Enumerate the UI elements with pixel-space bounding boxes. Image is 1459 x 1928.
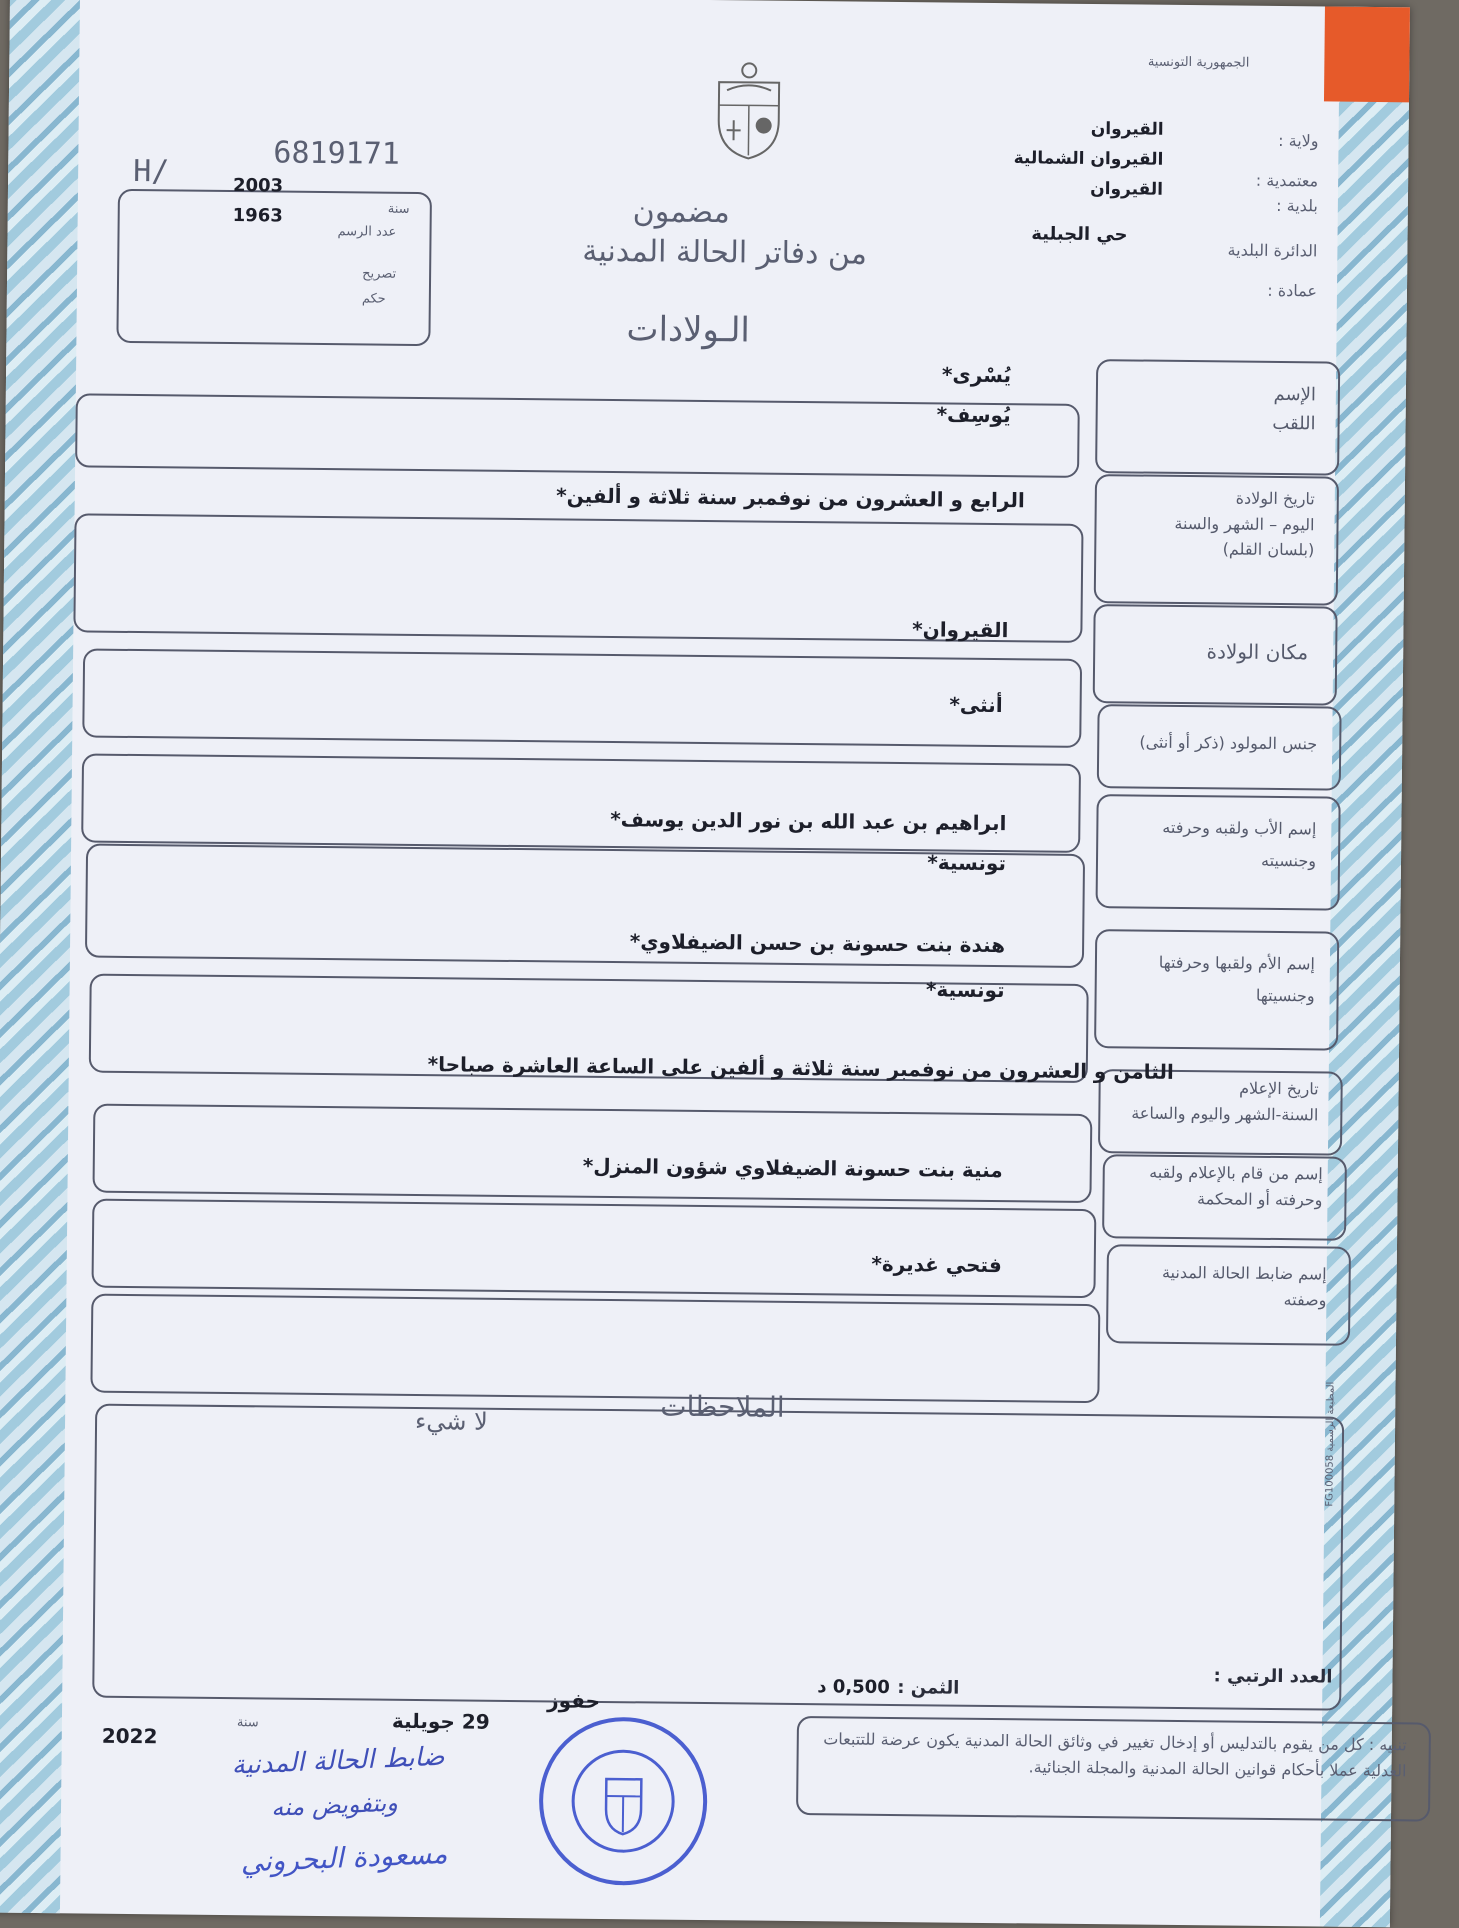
field-value-declaration-date: الثامن و العشرون من نوفمبر سنة ثلاثة و ألفين على الساعة العاشرة صباحا* [428, 1052, 1174, 1084]
republic-label: الجمهورية التونسية [1148, 55, 1250, 71]
reference-sana-label: سنة [388, 202, 410, 217]
serial-label: العدد الرتبي : [1213, 1665, 1332, 1687]
field-value-mother-nationality: تونسية* [926, 977, 1005, 1002]
remarks-box [92, 1404, 1344, 1711]
reference-record-no: 1963 [233, 205, 283, 227]
doc-title-line2: من دفاتر الحالة المدنية [582, 234, 867, 272]
price-value: 0,500 د [817, 1676, 890, 1698]
field-label-registrar: إسم ضابط الحالة المدنية وصفته [1162, 1260, 1327, 1313]
section-title: الـولادات [626, 309, 750, 350]
field-value-box-registrar [90, 1294, 1100, 1404]
security-border-left [0, 0, 80, 1913]
signature-line1: ضابط الحالة المدنية [231, 1742, 445, 1781]
field-value-declarant: منية بنت حسونة الضيفلاوي شؤون المنزل* [583, 1154, 1003, 1182]
field-label-name: الإسم اللقب [1272, 381, 1316, 439]
field-label-birth-date: تاريخ الولادة اليوم – الشهر والسنة (بلسان القلم) [1174, 485, 1315, 563]
notice-text: تنبيه : كل من يقوم بالتدليس أو إدخال تغيير في وثائق الحالة المدنية يكون عرضة للتتبعات العدلية عملا بأحكام قوانين الحالة المدنية والمجلة الجنائية. [806, 1726, 1407, 1785]
doc-title-line1: مضمون [633, 194, 730, 230]
field-label-mother: إسم الأم ولقبها وحرفتها وجنسيتها [1158, 950, 1315, 1009]
baladia-value: القيروان [1090, 179, 1163, 200]
field-label-sex: جنس المولود (ذكر أو أنثى) [1139, 730, 1317, 757]
printer-code: المطبعة الرسمية FG100058 [1324, 1382, 1336, 1507]
reference-tasrih-label: تصريح [362, 266, 396, 281]
field-value-mother-name: هندة بنت حسونة بن حسن الضيفلاوي* [630, 929, 1006, 957]
field-value-registrar: فتحي غديرة* [871, 1252, 1002, 1277]
reference-number: 6819171 [273, 135, 400, 171]
field-value-last-name: يُوسِف* [937, 402, 1011, 427]
daira-label: الدائرة البلدية [1228, 240, 1318, 260]
background-orange-object [1324, 6, 1410, 102]
motamadia-label: معتمدية : [1256, 171, 1318, 191]
footer-year: 2022 [102, 1724, 158, 1749]
price-label: الثمن : [897, 1677, 959, 1699]
field-value-sex: أنثى* [949, 693, 1002, 718]
signature-name: مسعودة البحروني [240, 1837, 448, 1879]
field-value-box-sex [81, 753, 1081, 852]
field-value-birth-place: القيروان* [912, 617, 1008, 642]
tunisia-emblem-icon [708, 60, 789, 161]
wilaya-value: القيروان [1091, 119, 1164, 140]
footer-place: حفوز [547, 1688, 600, 1713]
remarks-value: لا شيء [415, 1407, 488, 1436]
field-value-box-declarant [91, 1199, 1096, 1299]
field-value-box-birth-place [82, 648, 1082, 747]
field-value-first-name: يُسْرى* [942, 362, 1011, 387]
field-value-father-name: ابراهيم بن عبد الله بن نور الدين يوسف* [610, 807, 1006, 835]
footer-sana-label: سنة [237, 1715, 259, 1730]
official-stamp-icon [535, 1713, 712, 1890]
reference-prefix: H/ [133, 154, 169, 189]
daira-value: حي الجبلية [1031, 223, 1128, 245]
field-value-father-nationality: تونسية* [927, 850, 1006, 875]
signature-line2: وبتفويض منه [271, 1789, 399, 1822]
reference-hokm-label: حكم [362, 291, 386, 306]
reference-year: 2003 [233, 175, 283, 197]
field-label-father: إسم الأب ولقبه وحرفته وجنسيته [1162, 815, 1317, 874]
field-value-box-name [75, 393, 1080, 478]
field-value-birth-date: الرابع و العشرون من نوفمبر سنة ثلاثة و ألفين* [556, 483, 1025, 512]
reference-adad-label: عدد الرسم [337, 224, 396, 240]
footer-date: 29 جويلية [392, 1709, 490, 1734]
motamadia-value: القيروان الشمالية [1014, 148, 1164, 170]
wilaya-label: ولاية : [1278, 131, 1319, 150]
field-label-declaration-date: تاريخ الإعلام السنة-الشهر واليوم والساعة [1131, 1074, 1319, 1127]
baladia-label: بلدية : [1276, 196, 1318, 215]
omada-label: عمادة : [1267, 281, 1317, 301]
field-label-birth-place: مكان الولادة [1206, 635, 1308, 668]
remarks-label: الملاحظات [660, 1390, 785, 1424]
field-label-declarant: إسم من قام بالإعلام ولقبه وحرفته أو المحكمة [1149, 1160, 1323, 1213]
